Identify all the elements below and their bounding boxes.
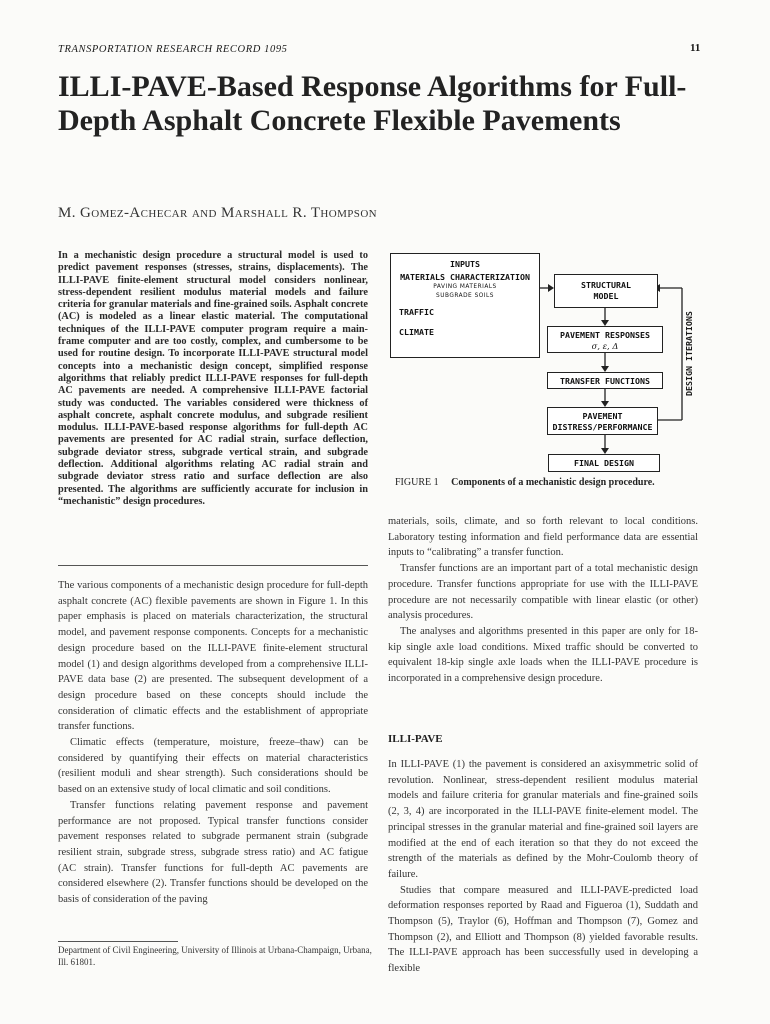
materials-heading: MATERIALS CHARACTERIZATION [400, 272, 530, 282]
section-heading: ILLI-PAVE [388, 733, 443, 745]
distress-label-2: DISTRESS/PERFORMANCE [552, 422, 653, 432]
body-paragraph: The analyses and algorithms presented in this paper are only for 18-kip single axle load conditions. Mixed traffic should be converted to equivalent 18-kip single axle loads when the ILLI-PAVE procedure is incorporated in a comprehensive design procedure. [388, 625, 698, 685]
body-left-column [58, 578, 368, 908]
body-right-column-2 [388, 757, 698, 977]
body-paragraph: Transfer functions relating pavement response and pavement performance are not proposed. Typical transfer functions consider pavement responses related to subgrade permanent strain (subgrade resilient strain, subgrade stress, subgrade stress ratio) and AC fatigue (AC strain). Transfer functions for full-depth AC pavements are considered elsewhere (2). Transfer functions should be developed on the basis of consideration of the paving [58, 799, 368, 906]
structural-model-box [554, 274, 658, 308]
page-number: 11 [690, 42, 701, 54]
design-iterations-label: DESIGN ITERATIONS [684, 311, 694, 396]
footnote: Department of Civil Engineering, University of Illinois at Urbana-Champaign, Urbana, Ill. 61801. [58, 945, 372, 967]
final-design-label: FINAL DESIGN [574, 458, 634, 468]
inputs-heading: INPUTS [450, 259, 480, 269]
body-paragraph: Studies that compare measured and ILLI-PAVE-predicted load deformation responses reported by Raad and Figueroa (1), Suddath and Thompson (5), Traylor (6), Hoffman and Thompson (7), Gomez and Thompson (2), and Elliott and Thompson (8) yielded favorable results. The ILLI-PAVE approach has been successfully used in developing a flexible [388, 884, 698, 975]
inputs-box [390, 253, 540, 358]
final-design-box [548, 454, 660, 472]
climate-label: CLIMATE [399, 327, 434, 337]
pavement-responses-box [547, 326, 663, 353]
footnote-divider [58, 941, 178, 942]
body-paragraph: Climatic effects (temperature, moisture, freeze–thaw) can be considered by quantifying their effects on material characteristics (resilient moduli and shear strength). Such considerations should be based on an extensive study of local climatic and soil conditions. [58, 737, 368, 796]
distress-box [547, 407, 658, 435]
traffic-label: TRAFFIC [399, 307, 434, 317]
abstract-divider [58, 565, 368, 566]
figure-1-diagram [390, 248, 710, 473]
body-paragraph: materials, soils, climate, and so forth relevant to local conditions. Laboratory testing information and field performance data are essential inputs to “calibrating” a transfer function. [388, 516, 698, 559]
body-paragraph: The various components of a mechanistic design procedure for full-depth asphalt concrete (AC) flexible pavements are shown in Figure 1. In this paper emphasis is placed on materials characterization, the structural model, and pavement response components. Concepts for a mechanistic design procedure based on the ILLI-PAVE finite-element structural model (1) and design algorithms developed from a comprehensive ILLI-PAVE data base (2) are presented. The subsequent development of a design procedure based on these concepts should include the consideration of climatic effects and the establishment of appropriate transfer functions. [58, 580, 368, 733]
figure-caption [395, 477, 705, 488]
subgrade-soils-label: SUBGRADE SOILS [436, 293, 494, 299]
authors: M. Gomez-Achecar and Marshall R. Thompson [58, 205, 378, 221]
pavement-responses-label: PAVEMENT RESPONSES [560, 330, 650, 340]
response-symbols: σ, ε, Δ [591, 341, 619, 351]
body-paragraph: Transfer functions are an important part of a total mechanistic design procedure. Transfer functions appropriate for use with the ILLI-PAVE procedure are not necessarily compatible with linear elastic (or other) analysis procedures. [388, 563, 698, 622]
figure-caption-text: Components of a mechanistic design procedure. [451, 477, 655, 488]
distress-label-1: PAVEMENT [582, 411, 623, 421]
structural-model-label-2: MODEL [593, 291, 619, 301]
figure-caption-label: FIGURE 1 [395, 477, 439, 488]
paving-materials-label: PAVING MATERIALS [433, 284, 497, 290]
transfer-functions-label: TRANSFER FUNCTIONS [560, 376, 650, 386]
paper-title: ILLI-PAVE-Based Response Algorithms for Full-Depth Asphalt Concrete Flexible Pavements [58, 70, 687, 137]
transfer-functions-box [547, 372, 663, 389]
structural-model-label-1: STRUCTURAL [581, 280, 631, 290]
abstract: In a mechanistic design procedure a structural model is used to predict pavement responses (stresses, strains, displacements). The ILLI-PAVE finite-element structural model considers nonlinear, stress-dependent resilient modulus material models and failure criteria for granular materials and fine-grained soils. Asphalt concrete (AC) is modeled as a linear elastic material. The computational techniques of the ILLI-PAVE computer program require a main-frame computer and are too costly, complex, and cumbersome to be used for routine design. To incorporate ILLI-PAVE structural model concepts into a mechanistic design concept, simplified response algorithms that reliably predict ILLI-PAVE responses for full-depth AC pavements are needed. A comprehensive ILLI-PAVE factorial study was conducted. The variables considered were thickness of asphalt concrete, asphalt concrete modulus, and subgrade resilient modulus. ILLI-PAVE-based response algorithms for full-depth AC pavements are presented for AC radial strain, surface deflection, subgrade deviator stress, subgrade vertical strain, and subgrade deflection. Additional algorithms relating AC radial strain and subgrade deviator stress ratio and surface deflection are also presented. The algorithms are sufficiently accurate for inclusion in “mechanistic” design procedures. [58, 250, 368, 507]
journal-header: TRANSPORTATION RESEARCH RECORD 1095 [58, 44, 288, 55]
body-paragraph: In ILLI-PAVE (1) the pavement is considered an axisymmetric solid of revolution. Nonlinear, stress-dependent resilient modulus material models and failure criteria for granular materials and fine-grained soils (2, 3, 4) are incorporated in the ILLI-PAVE finite-element model. The principal stresses in the granular material and fine-grained soil layers are modified at the end of each iteration so that they do not exceed the strength of the materials as defined by the Mohr-Coulomb theory of failure. [388, 759, 698, 880]
body-right-column [388, 514, 698, 687]
